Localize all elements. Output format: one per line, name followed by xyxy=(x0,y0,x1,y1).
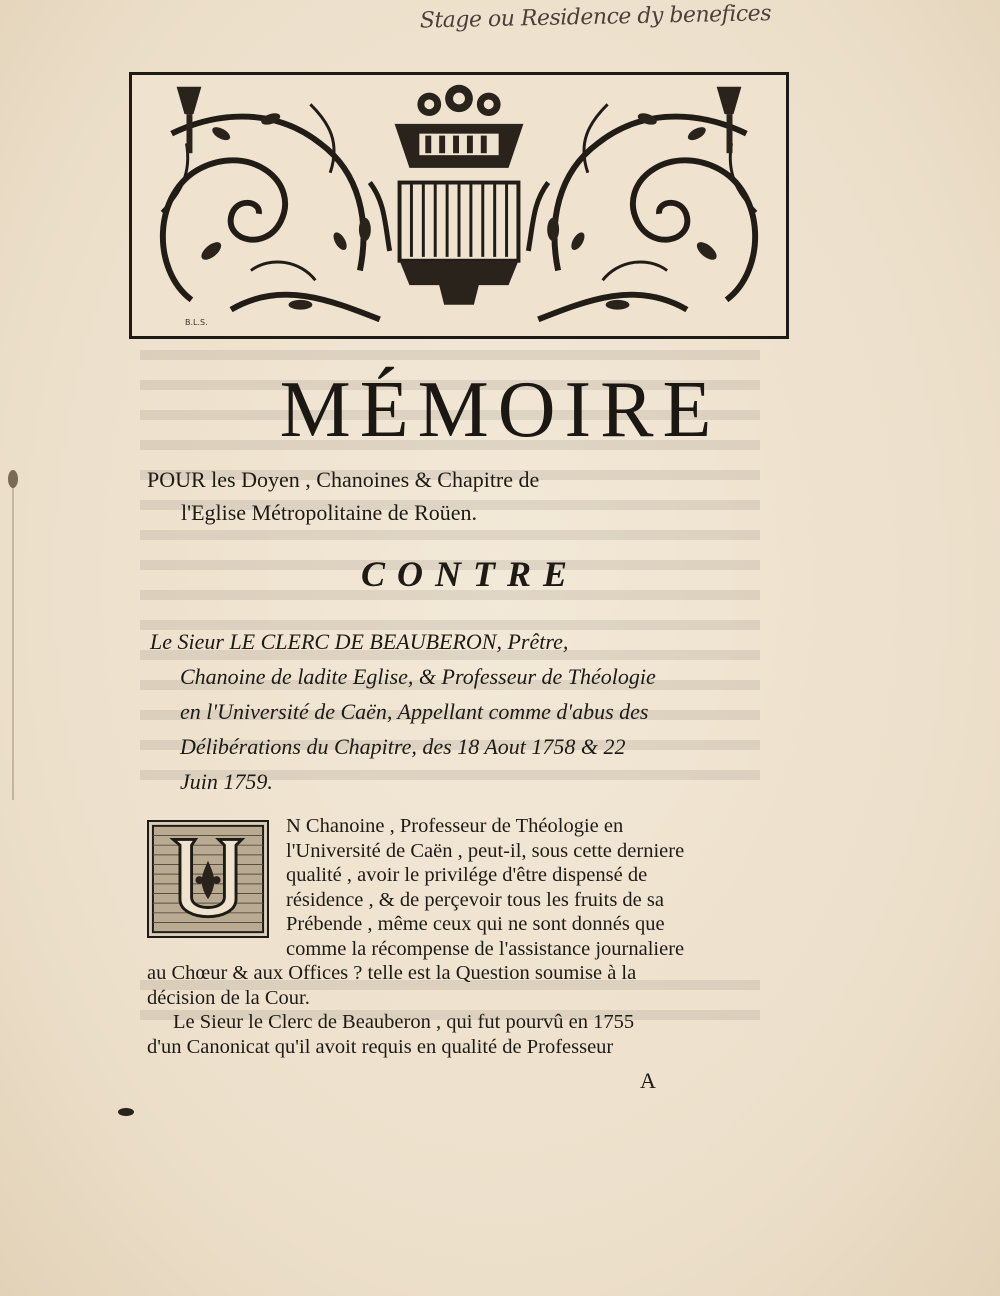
party-for-line-2: l'Eglise Métropolitaine de Roüen. xyxy=(181,500,478,525)
party-for-line-1: POUR les Doyen , Chanoines & Chapitre de xyxy=(147,467,540,492)
party-for-block xyxy=(147,463,767,529)
body-line: résidence , & de perçevoir tous les fruits de sa xyxy=(286,888,664,911)
ink-spot xyxy=(118,1108,134,1116)
party-against-line: Chanoine de ladite Eglise, & Professeur de Théologie xyxy=(180,664,656,689)
party-against-line: Le Sieur LE CLERC DE BEAUBERON, Prêtre, xyxy=(150,629,569,654)
body-line: d'un Canonicat qu'il avoit requis en qualité de Professeur xyxy=(147,1035,614,1058)
body-line: N Chanoine , Professeur de Théologie en xyxy=(286,815,624,837)
engraver-mark: B.L.S. xyxy=(185,318,208,327)
party-against-block xyxy=(150,624,770,799)
body-line: décision de la Cour. xyxy=(147,986,310,1009)
body-text xyxy=(147,814,757,1059)
body-line: qualité , avoir le privilége d'être dispensé de xyxy=(286,864,648,886)
ornamental-headpiece xyxy=(129,72,789,339)
body-line: comme la récompense de l'assistance journaliere xyxy=(286,937,685,960)
party-against-line: Délibérations du Chapitre, des 18 Aout 1758 & 22 xyxy=(180,734,626,759)
binding-shadow xyxy=(12,480,14,800)
party-against-line: en l'Université de Caën, Appellant comme d'abus des xyxy=(180,699,649,724)
ink-spot xyxy=(8,470,18,488)
signature-mark: A xyxy=(640,1068,656,1093)
handwritten-margin-note: Stage ou Residence dy benefices xyxy=(419,1,772,34)
document-title: MÉMOIRE xyxy=(279,366,721,454)
contre-heading: CONTRE xyxy=(360,554,580,594)
headpiece-engraving xyxy=(132,75,786,336)
body-line: Le Sieur le Clerc de Beauberon , qui fut pourvû en 1755 xyxy=(173,1011,635,1033)
body-line: Prébende , même ceux qui ne sont donnés que xyxy=(286,913,665,935)
body-line: au Chœur & aux Offices ? telle est la Question soumise à la xyxy=(147,962,637,984)
party-against-line: Juin 1759. xyxy=(180,769,273,794)
body-line: l'Université de Caën , peut-il, sous cette derniere xyxy=(286,839,685,862)
